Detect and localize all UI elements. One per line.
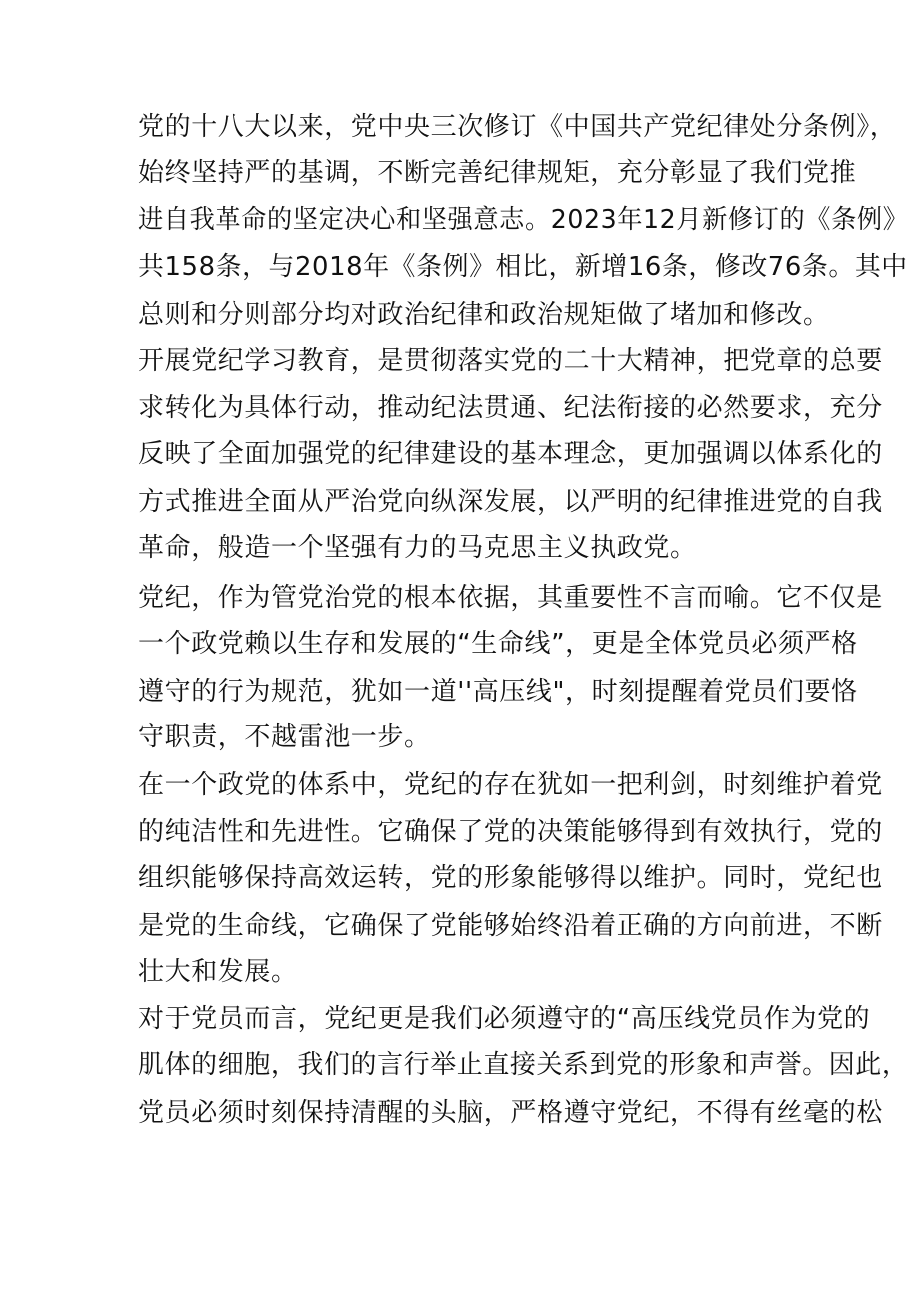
text-line: 党纪，作为管党治党的根本依据，其重要性不言而喻。它不仅是 [138,583,883,613]
text-line: 始终坚持严的基调，不断完善纪律规矩，充分彰显了我们党推 [138,158,857,188]
text-line: 的纯洁性和先进性。它确保了党的决策能够得到有效执行，党的 [138,817,883,847]
text-line: 总则和分则部分均对政治纪律和政治规矩做了堵加和修改。 [138,300,830,330]
text-line: 共158条，与2018年《条例》相比，新增16条，修改76条。其中 [138,252,908,282]
text-line: 开展党纪学习教育，是贯彻落实党的二十大精神，把党章的总要 [138,346,883,376]
text-line: 求转化为具体行动，推动纪法贯通、纪法衔接的必然要求，充分 [138,393,883,423]
text-line: 方式推进全面从严治党向纵深发展，以严明的纪律推进党的自我 [138,487,883,517]
text-line: 遵守的行为规范，犹如一道''高压线"，时刻提醒着党员们要恪 [138,677,858,707]
text-line: 党的十八大以来，党中央三次修订《中国共产党纪律处分条例》， [138,112,897,142]
text-line: 进自我革命的坚定决心和坚强意志。2023年12月新修订的《条例》 [138,205,909,235]
text-line: 在一个政党的体系中，党纪的存在犹如一把利剑，时刻维护着党 [138,770,883,800]
text-line: 壮大和发展。 [138,957,298,987]
text-line: 是党的生命线，它确保了党能够始终沿着正确的方向前进，不断 [138,911,883,941]
text-line: 反映了全面加强党的纪律建设的基本理念，更加强调以体系化的 [138,439,883,469]
text-line: 一个政党赖以生存和发展的“生命线”，更是全体党员必须严格 [138,629,858,659]
text-line: 守职责，不越雷池一步。 [138,722,431,752]
text-line: 党员必须时刻保持清醒的头脑，严格遵守党纪，不得有丝毫的松 [138,1098,883,1128]
text-line: 对于党员而言，党纪更是我们必须遵守的“高压线党员作为党的 [138,1004,871,1034]
text-line: 组织能够保持高效运转，党的形象能够得以维护。同时，党纪也 [138,863,883,893]
text-line: 革命，般造一个坚强有力的马克思主义执政党。 [138,533,697,563]
text-line: 肌体的细胞，我们的言行举止直接关系到党的形象和声誉。因此， [138,1050,909,1080]
